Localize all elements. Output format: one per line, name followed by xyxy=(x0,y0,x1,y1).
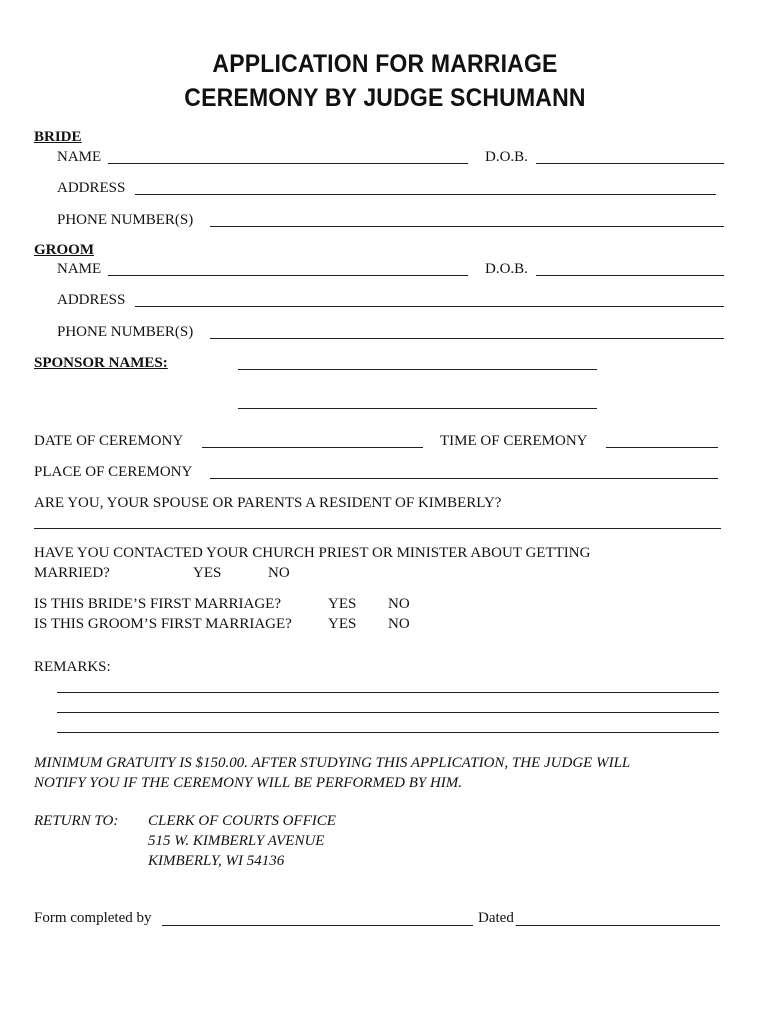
dated-label: Dated xyxy=(478,910,514,926)
groom-name-label: NAME xyxy=(57,261,102,277)
groom-dob-field[interactable] xyxy=(536,275,724,276)
time-of-ceremony-field[interactable] xyxy=(606,447,718,448)
dated-field[interactable] xyxy=(516,925,720,926)
bride-address-label: ADDRESS xyxy=(57,180,126,196)
resident-answer-field[interactable] xyxy=(34,528,721,529)
groom-address-label: ADDRESS xyxy=(57,292,126,308)
church-question-line-1: HAVE YOU CONTACTED YOUR CHURCH PRIEST OR MINISTER ABOUT GETTING xyxy=(34,545,591,561)
return-to-label: RETURN TO: xyxy=(34,813,119,829)
bride-address-field[interactable] xyxy=(135,194,716,195)
return-address-line-2: 515 W. KIMBERLY AVENUE xyxy=(148,833,325,849)
gratuity-notice-line-1: MINIMUM GRATUITY IS $150.00. AFTER STUDYING THIS APPLICATION, THE JUDGE WILL xyxy=(34,755,631,771)
bride-dob-label: D.O.B. xyxy=(485,149,528,165)
groom-dob-label: D.O.B. xyxy=(485,261,528,277)
bride-phone-label: PHONE NUMBER(S) xyxy=(57,212,194,228)
groom-phone-field[interactable] xyxy=(210,338,724,339)
bride-section-header: BRIDE xyxy=(34,129,82,145)
bride-dob-field[interactable] xyxy=(536,163,724,164)
place-of-ceremony-label: PLACE OF CEREMONY xyxy=(34,464,193,480)
groom-name-field[interactable] xyxy=(108,275,468,276)
form-completed-by-field[interactable] xyxy=(162,925,473,926)
bride-name-label: NAME xyxy=(57,149,102,165)
resident-question: ARE YOU, YOUR SPOUSE OR PARENTS A RESIDENT OF KIMBERLY? xyxy=(34,495,502,511)
remarks-line-2[interactable] xyxy=(57,712,719,713)
groom-address-field[interactable] xyxy=(135,306,724,307)
groom-first-marriage-yes[interactable]: YES xyxy=(328,616,357,632)
sponsor-name-field-1[interactable] xyxy=(238,369,597,370)
remarks-line-1[interactable] xyxy=(57,692,719,693)
groom-first-marriage-no[interactable]: NO xyxy=(388,616,410,632)
time-of-ceremony-label: TIME OF CEREMONY xyxy=(440,433,588,449)
groom-first-marriage-question: IS THIS GROOM’S FIRST MARRIAGE? xyxy=(34,616,292,632)
groom-phone-label: PHONE NUMBER(S) xyxy=(57,324,194,340)
return-address-line-3: KIMBERLY, WI 54136 xyxy=(148,853,285,869)
place-of-ceremony-field[interactable] xyxy=(210,478,718,479)
groom-section-header: GROOM xyxy=(34,242,94,258)
gratuity-notice-line-2: NOTIFY YOU IF THE CEREMONY WILL BE PERFORMED BY HIM. xyxy=(34,775,463,791)
bride-first-marriage-no[interactable]: NO xyxy=(388,596,410,612)
church-yes-option[interactable]: YES xyxy=(193,565,222,581)
bride-name-field[interactable] xyxy=(108,163,468,164)
bride-first-marriage-yes[interactable]: YES xyxy=(328,596,357,612)
form-title-line-1: APPLICATION FOR MARRIAGE xyxy=(212,50,558,78)
remarks-label: REMARKS: xyxy=(34,659,111,675)
bride-phone-field[interactable] xyxy=(210,226,724,227)
church-question-line-2: MARRIED? xyxy=(34,565,110,581)
date-of-ceremony-field[interactable] xyxy=(202,447,423,448)
date-of-ceremony-label: DATE OF CEREMONY xyxy=(34,433,184,449)
sponsor-names-label: SPONSOR NAMES: xyxy=(34,355,168,371)
form-completed-by-label: Form completed by xyxy=(34,910,152,926)
return-address-line-1: CLERK OF COURTS OFFICE xyxy=(148,813,336,829)
remarks-line-3[interactable] xyxy=(57,732,719,733)
form-title-line-2: CEREMONY BY JUDGE SCHUMANN xyxy=(184,84,586,112)
sponsor-name-field-2[interactable] xyxy=(238,408,597,409)
bride-first-marriage-question: IS THIS BRIDE’S FIRST MARRIAGE? xyxy=(34,596,281,612)
church-no-option[interactable]: NO xyxy=(268,565,290,581)
